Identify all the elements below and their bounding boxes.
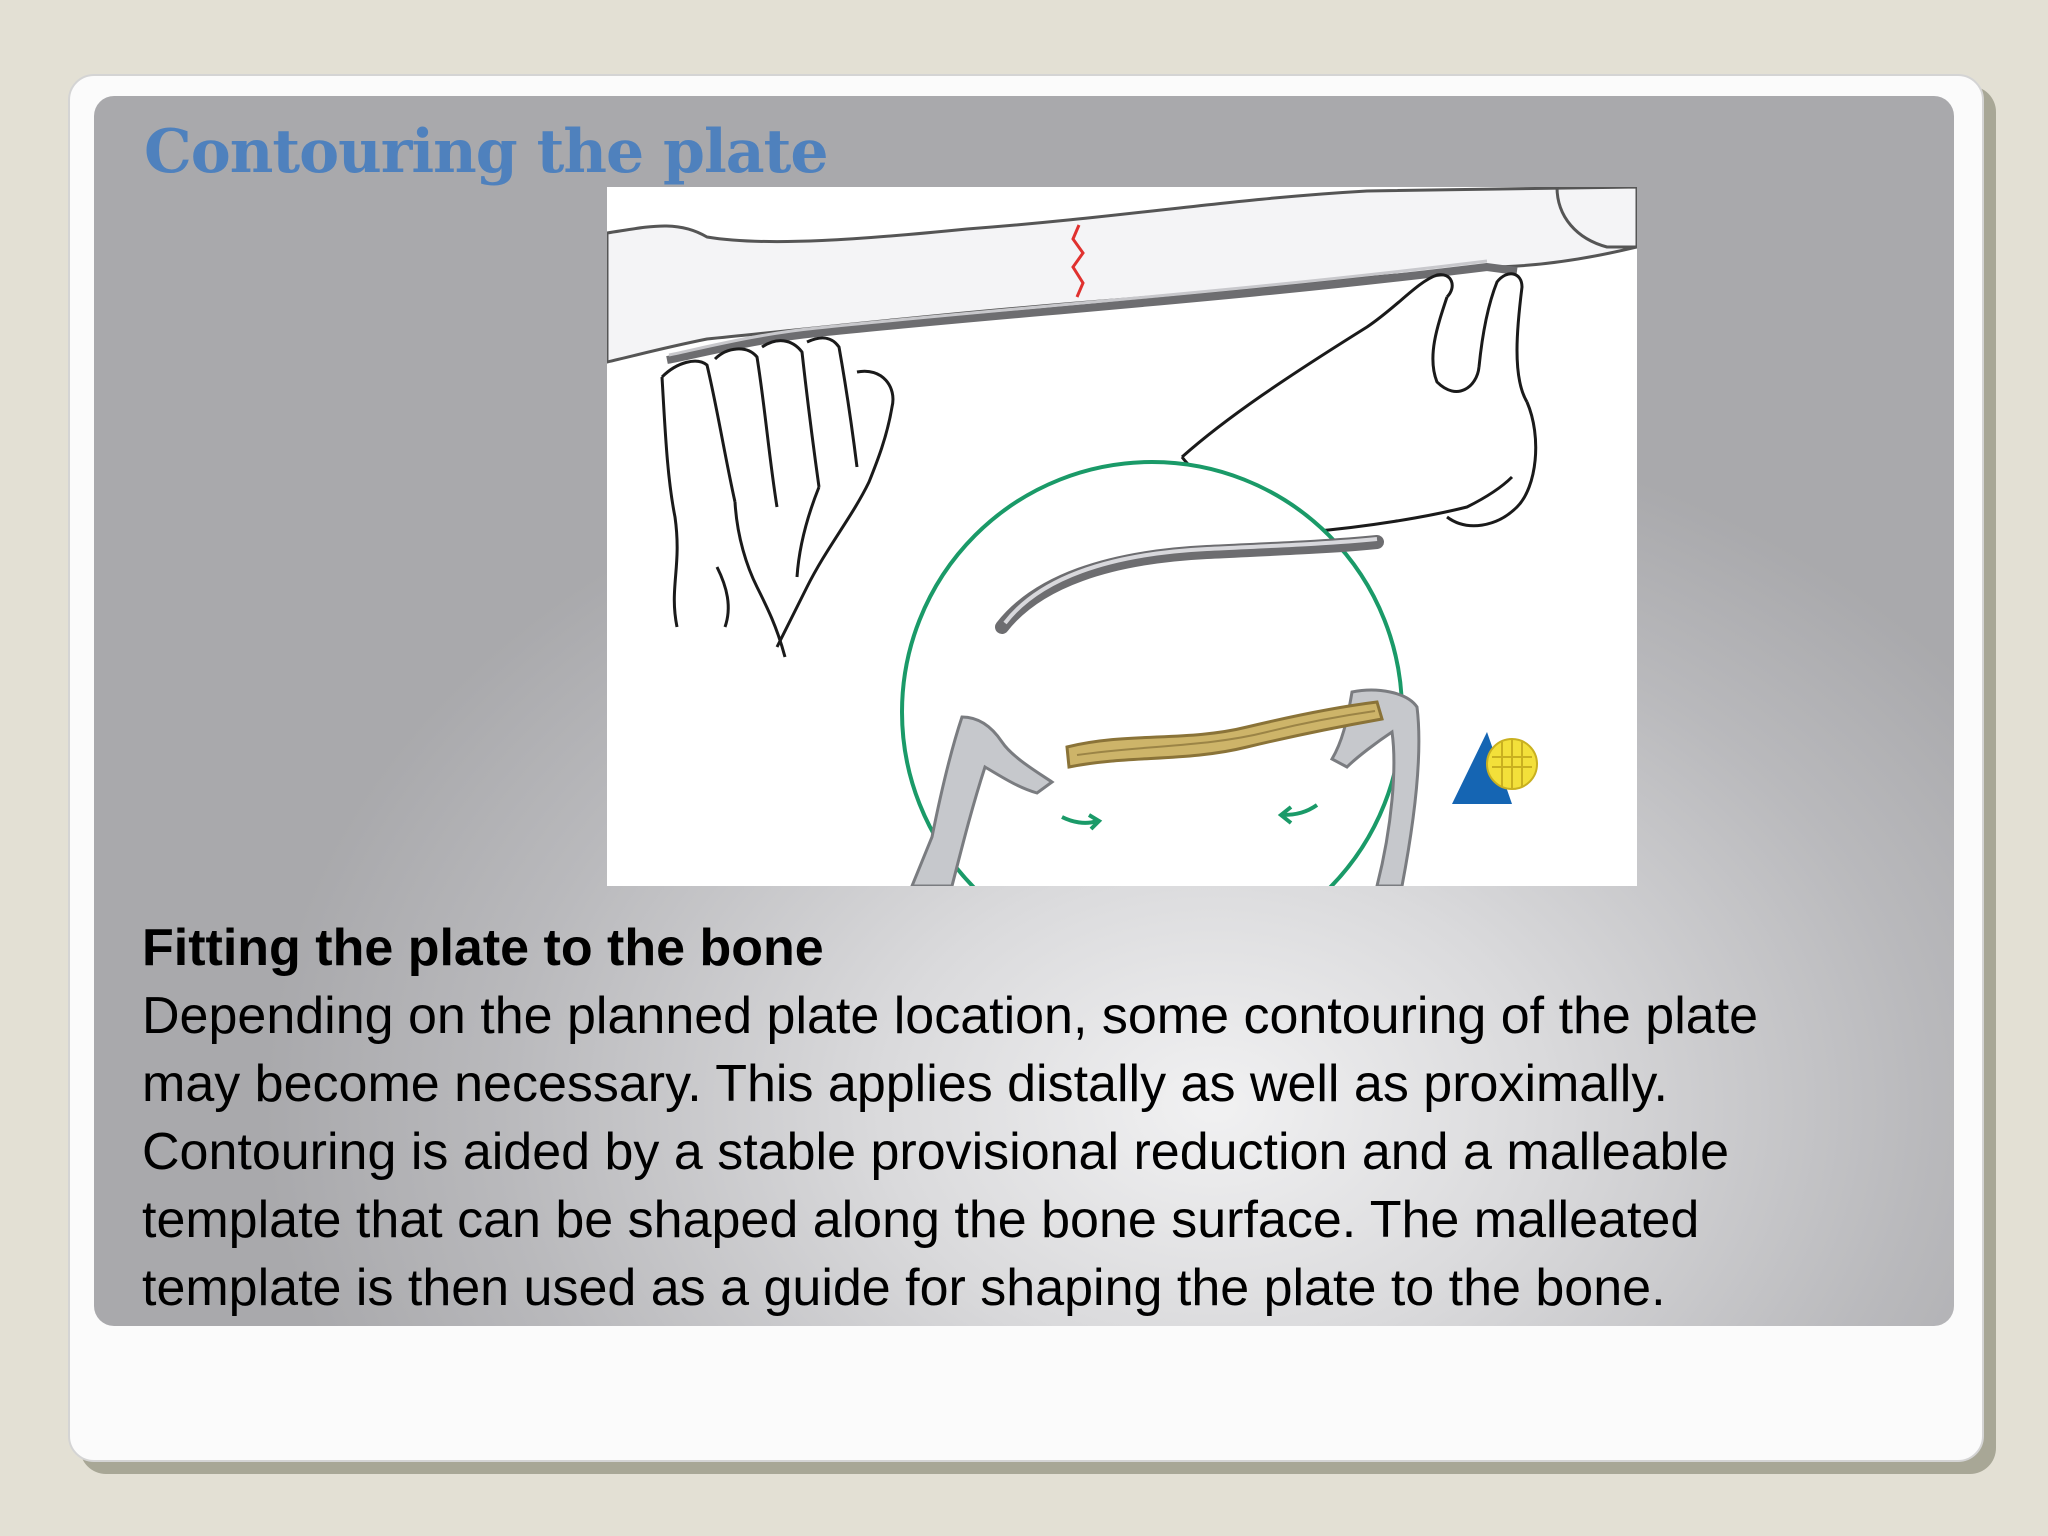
body-line: Depending on the planned plate location, some contouring of the plate	[142, 987, 1759, 1045]
body-line: may become necessary. This applies distally as well as proximally.	[142, 1055, 1668, 1113]
logo-icon	[1452, 732, 1537, 804]
body-line: template that can be shaped along the bone surface. The malleated	[142, 1191, 1700, 1249]
body-line: Contouring is aided by a stable provisional reduction and a malleable	[142, 1123, 1729, 1181]
section-heading: Fitting the plate to the bone	[142, 919, 824, 977]
body-paragraph	[142, 982, 1942, 1322]
slide-title: Contouring the plate	[144, 117, 828, 187]
body-line: template is then used as a guide for shaping the plate to the bone.	[142, 1259, 1666, 1317]
zoom-circle-icon	[902, 462, 1402, 886]
illustration	[607, 187, 1637, 886]
